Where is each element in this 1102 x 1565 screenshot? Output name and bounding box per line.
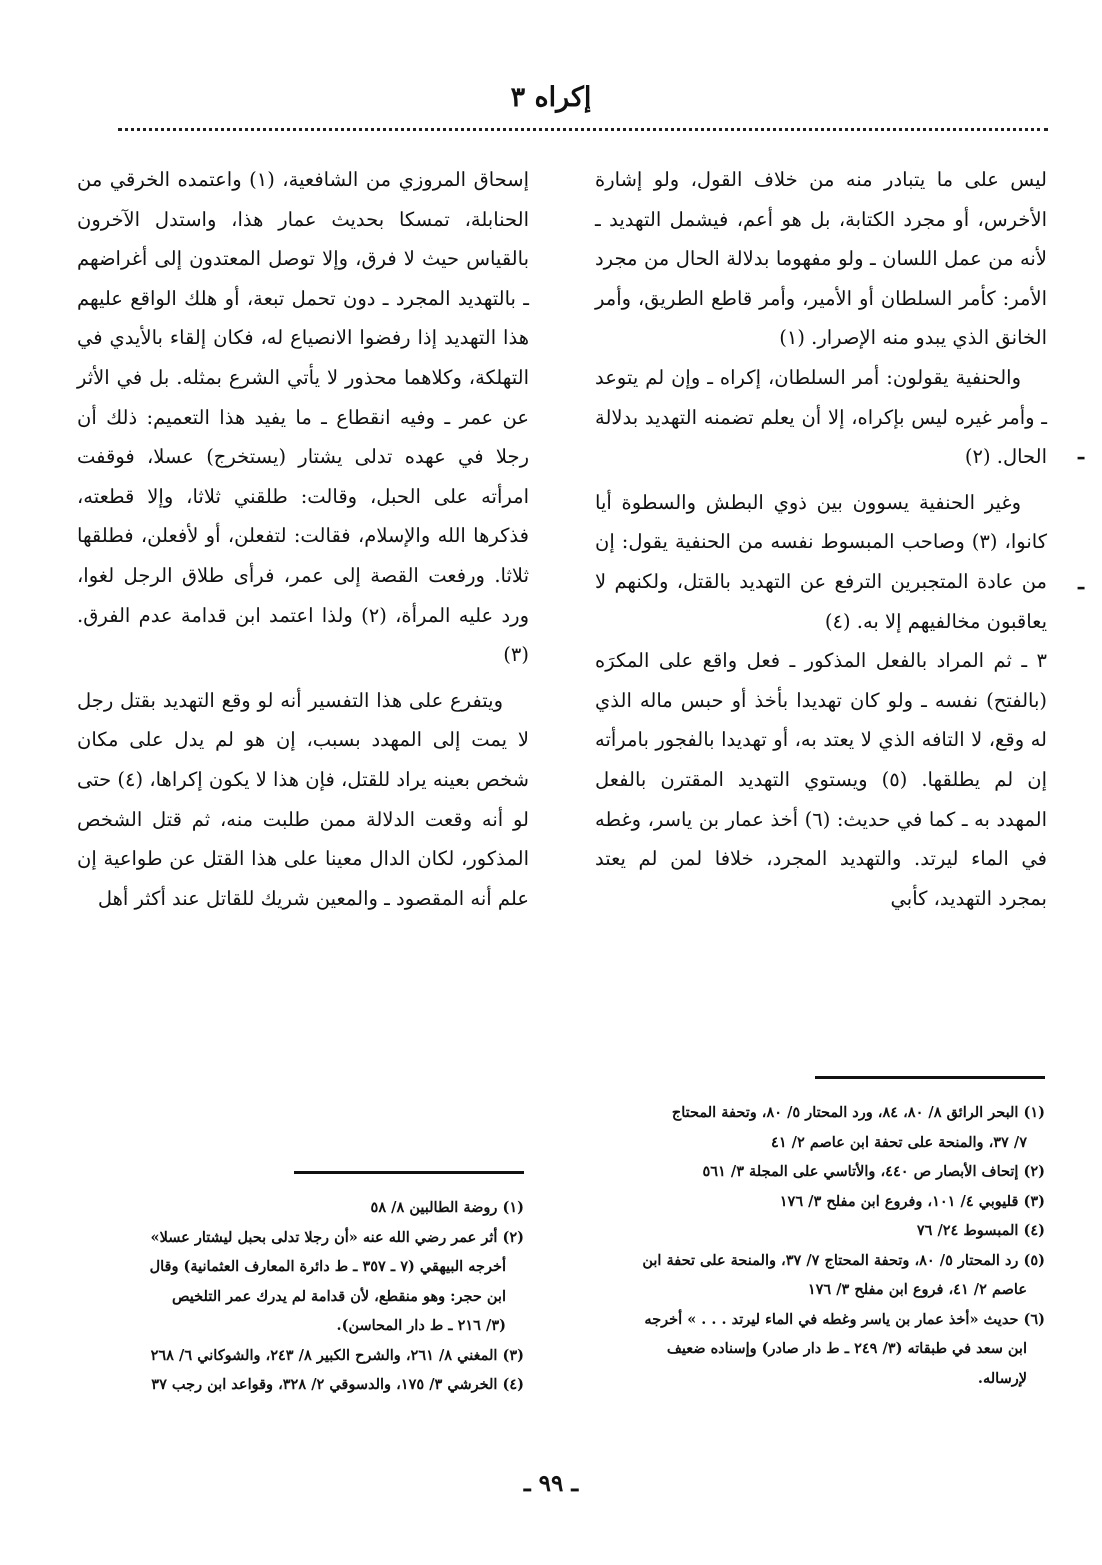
- paragraph: ٣ ـ ثم المراد بالفعل المذكور ـ فعل واقع على المكرَه (بالفتح) نفسه ـ ولو كان تهديدا بأخذ أو حبس ماله الذي له وقع، لا التافه الذي لا يعتد به، أو تهديدا بالفجور بامرأته إن لم يطلقها. (٥) ويستوي التهديد المقترن بالفعل المهدد به ـ كما في حديث: (٦) أخذ عمار بن ياسر، وغطه في الماء ليرتد. والتهديد المجرد، خلافا لمن لم يعتد بمجرد التهديد، كأبي: [595, 649, 1047, 910]
- header-dotted-divider: [118, 128, 1048, 131]
- footnote-line: لإرساله.: [977, 1369, 1027, 1387]
- footnote-line: ابن سعد في طبقاته (٣/ ٢٤٩ ـ ط دار صادر) وإسناده ضعيف: [666, 1340, 1027, 1357]
- footnote-line: (٤) الخرشي ٣/ ١٧٥، والدسوقي ٢/ ٣٢٨، وقواعد ابن رجب ٣٧: [151, 1376, 524, 1393]
- right-column: [595, 160, 1047, 918]
- footnotes-right: [587, 1098, 1045, 1393]
- paragraph: وغير الحنفية يسوون بين ذوي البطش والسطوة أيا كانوا، (٣) وصاحب المبسوط نفسه من الحنفية يقول: إن من عادة المتجبرين الترفع عن التهديد بالقتل، ولكنهم لا يعاقبون مخالفيهم إلا به. (٤): [595, 490, 1047, 633]
- paragraph: ويتفرع على هذا التفسير أنه لو وقع التهديد بقتل رجل لا يمت إلى المهدد بسبب، إن هو لم يدل على مكان شخص بعينه يراد للقتل، فإن هذا لا يكون إكراها، (٤) حتى لو أنه وقعت الدلالة ممن طلبت منه، ثم قتل الشخص المذكور، لكان الدال معينا على هذا القتل عن طواعية إن علم أنه المقصود ـ والمعين شريك للقاتل عند أكثر أهل: [77, 688, 530, 910]
- footnote-line: (٥) رد المحتار ٥/ ٨٠، وتحفة المحتاج ٧/ ٣٧، والمنحة على تحفة ابن: [642, 1251, 1045, 1269]
- footnote-line: (١) البحر الرائق ٨/ ٨٠، ٨٤، ورد المحتار ٥/ ٨٠، وتحفة المحتاج: [671, 1104, 1045, 1121]
- footnote-line: ابن حجر: وهو منقطع، لأن قدامة لم يدرك عمر التلخيص: [172, 1287, 506, 1305]
- footnote-line: أخرجه البيهقي (٧ ـ ٣٥٧ ـ ط دائرة المعارف العثمانية) وقال: [149, 1258, 506, 1275]
- footnote-line: (٦) حديث «أخذ عمار بن ياسر وغطه في الماء ليرتد . . . » أخرجه: [644, 1310, 1045, 1328]
- paragraph: ليس على ما يتبادر منه من خلاف القول، ولو إشارة الأخرس، أو مجرد الكتابة، بل هو أعم، فيشمل التهديد ـ لأنه من عمل اللسان ـ ولو مفهوما بدلالة الحال من مجرد الأمر: كأمر السلطان أو الأمير، وأمر قاطع الطريق، وأمر الخانق الذي يبدو منه الإصرار. (١): [595, 168, 1047, 350]
- footnote-divider: [815, 1076, 1045, 1079]
- left-column: [77, 160, 529, 918]
- footnote-line: ٧/ ٣٧، والمنحة على تحفة ابن عاصم ٢/ ٤١: [771, 1133, 1027, 1151]
- footnote-line: (١) روضة الطالبين ٨/ ٥٨: [370, 1199, 524, 1216]
- footnote-line: (٣) المغني ٨/ ٢٦١، والشرح الكبير ٨/ ٢٤٣، والشوكاني ٦/ ٢٦٨: [150, 1346, 524, 1364]
- paragraph: والحنفية يقولون: أمر السلطان، إكراه ـ وإن لم يتوعد ـ وأمر غيره ليس بإكراه، إلا أن يعلم تضمنه التهديد بدلالة الحال. (٢): [595, 365, 1047, 469]
- margin-mark: ـ: [1078, 570, 1084, 594]
- paragraph: إسحاق المروزي من الشافعية، (١) واعتمده الخرقي من الحنابلة، تمسكا بحديث عمار هذا، واستدل الآخرون بالقياس حيث لا فرق، وإلا توصل المعتدون إلى أغراضهم ـ بالتهديد المجرد ـ دون تحمل تبعة، أو هلك الواقع عليهم هذا التهديد إذا رفضوا الانصياع له، فكان إلقاء بالأيدي في التهلكة، وكلاهما محذور لا يأتي الشرع بمثله. بل في الأثر عن عمر ـ وفيه انقطاع ـ ما يفيد هذا التعميم: ذلك أن رجلا في عهده تدلى يشتار (يستخرج) عسلا، فوقفت امرأته على الحبل، وقالت: طلقني ثلاثا، وإلا قطعته، فذكرها الله والإسلام، فقالت: لتفعلن، أو لأفعلن، فطلقها ثلاثا. ورفعت القصة إلى عمر، فرأى طلاق الرجل لغوا، ورد عليه المرأة، (٢) ولذا اعتمد ابن قدامة عدم الفرق. (٣): [77, 168, 529, 667]
- footnote-line: (٣) قليوبي ٤/ ١٠١، وفروع ابن مفلح ٣/ ١٧٦: [779, 1192, 1045, 1210]
- footnote-line: عاصم ٢/ ٤١، فروع ابن مفلح ٣/ ١٧٦: [807, 1281, 1027, 1298]
- footnote-line: (٢) أثر عمر رضي الله عنه «أن رجلا تدلى بحبل ليشتار عسلا»: [150, 1228, 524, 1246]
- footnote-line: (٢) إتحاف الأبصار ص ٤٤٠، والأتاسي على المجلة ٣/ ٥٦١: [702, 1163, 1045, 1180]
- footnotes-left: [68, 1193, 524, 1400]
- footnote-divider: [294, 1171, 524, 1174]
- page-header-title: إكراه ٣: [510, 82, 592, 113]
- footnote-line: (٣/ ٢١٦ ـ ط دار المحاسن).: [336, 1317, 506, 1334]
- footnote-line: (٤) المبسوط ٢٤/ ٧٦: [916, 1222, 1045, 1239]
- page-number: ـ ٩٩ ـ: [523, 1470, 579, 1497]
- margin-mark: ـ: [1078, 440, 1084, 464]
